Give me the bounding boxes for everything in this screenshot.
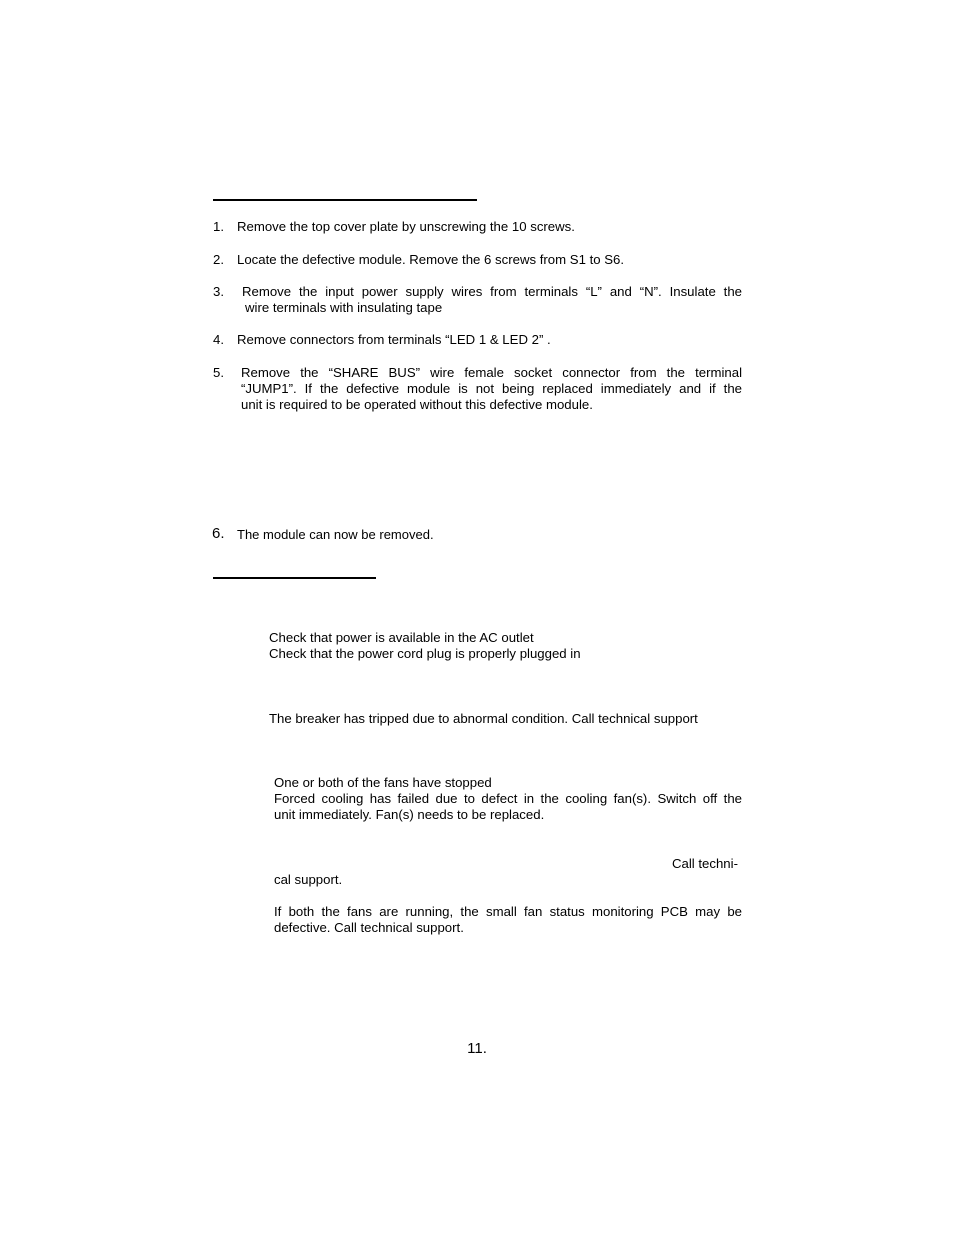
troubleshoot-remedy: If both the fans are running, the small fan status monitoring PCB may be — [274, 904, 742, 919]
step-number: 6. — [212, 525, 225, 542]
step-text: unit is required to be operated without this defective module. — [241, 397, 593, 412]
step-text: “JUMP1”. If the defective module is not being replaced immediately and if the — [241, 381, 742, 396]
step-text: Remove the top cover plate by unscrewing the 10 screws. — [237, 219, 575, 234]
step-text: Remove connectors from terminals “LED 1 & LED 2” . — [237, 332, 551, 347]
troubleshoot-remedy: cal support. — [274, 872, 343, 887]
section-heading-rule-procedure — [213, 199, 477, 201]
troubleshoot-remedy: Forced cooling has failed due to defect in the cooling fan(s). Switch off the — [274, 791, 742, 806]
troubleshoot-cause: One or both of the fans have stopped — [274, 775, 492, 790]
troubleshoot-remedy: Check that the power cord plug is properly plugged in — [269, 646, 581, 661]
page-number: 11. — [467, 1040, 487, 1057]
troubleshoot-remedy: unit immediately. Fan(s) needs to be replaced. — [274, 807, 545, 822]
step-text: wire terminals with insulating tape — [245, 300, 443, 315]
troubleshoot-remedy: defective. Call technical support. — [274, 920, 464, 935]
step-number: 2. — [213, 252, 224, 267]
step-text: Remove the “SHARE BUS” wire female socket connector from the terminal — [241, 365, 742, 380]
step-text: Locate the defective module. Remove the 6 screws from S1 to S6. — [237, 252, 625, 267]
troubleshoot-remedy: Check that power is available in the AC outlet — [269, 630, 534, 645]
step-text: The module can now be removed. — [237, 527, 434, 542]
step-number: 3. — [213, 284, 224, 299]
step-number: 1. — [213, 219, 224, 234]
troubleshoot-remedy: Call techni- — [672, 856, 738, 871]
step-text: Remove the input power supply wires from terminals “L” and “N”. Insulate the — [242, 284, 742, 299]
step-number: 4. — [213, 332, 224, 347]
section-heading-rule-troubleshooting — [213, 577, 376, 579]
troubleshoot-remedy: The breaker has tripped due to abnormal condition. Call technical support — [269, 711, 698, 726]
step-number: 5. — [213, 365, 224, 380]
